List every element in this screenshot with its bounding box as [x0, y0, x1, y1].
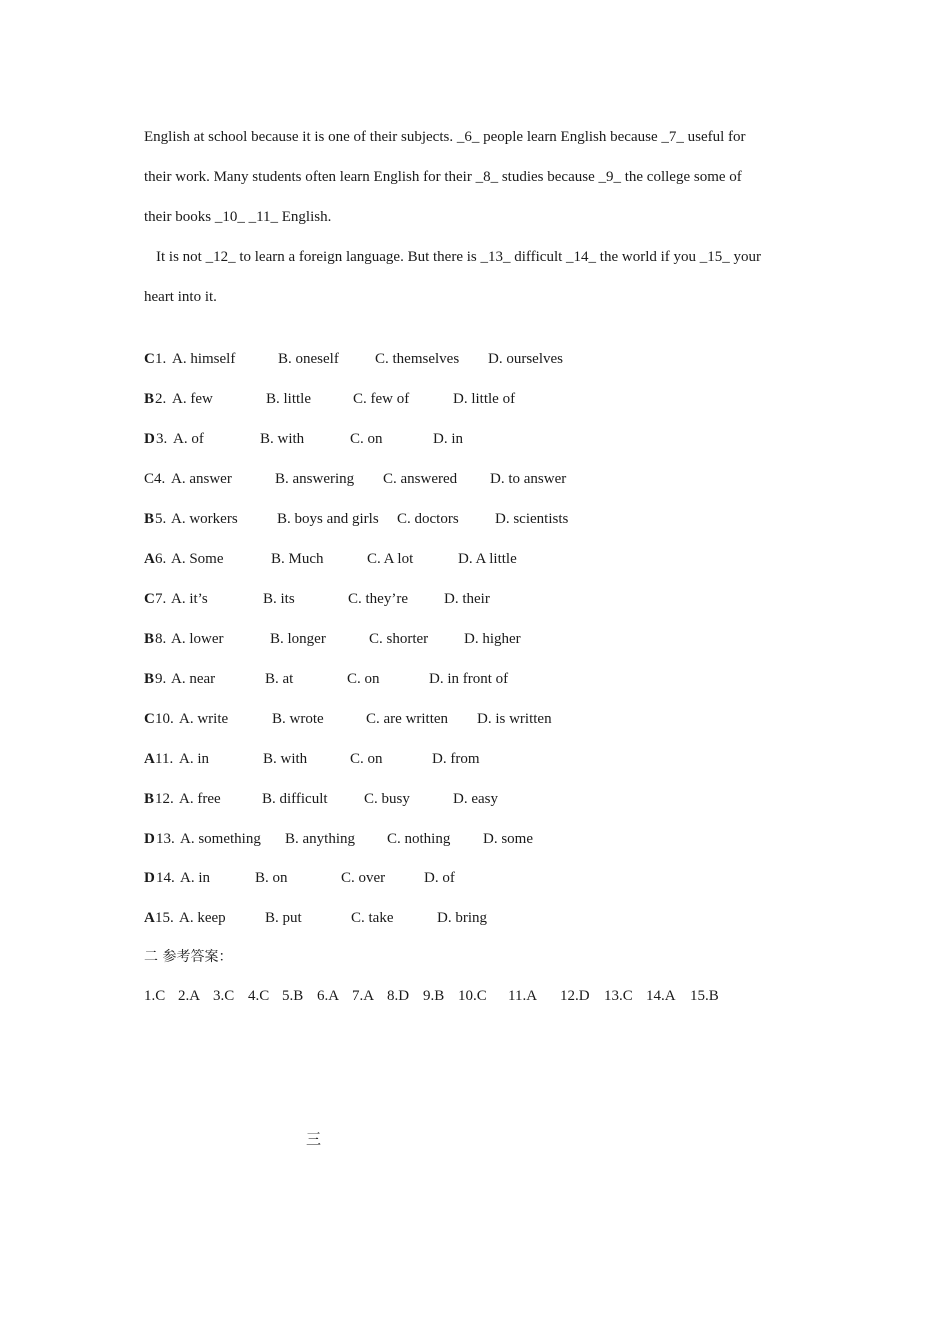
- question-number: 11.: [155, 751, 174, 767]
- option-a: A. keep: [179, 910, 226, 926]
- answer-mark: C: [144, 471, 155, 487]
- question-row: [144, 750, 804, 768]
- option-c: C. busy: [364, 791, 410, 807]
- option-d: D. A little: [458, 551, 517, 567]
- answer-item: 11.A: [508, 988, 538, 1004]
- question-row: [144, 470, 804, 488]
- question-row: [144, 390, 804, 408]
- option-a: A. of: [173, 431, 204, 447]
- option-b: B. oneself: [278, 351, 339, 367]
- answer-item: 7.A: [352, 988, 375, 1004]
- option-d: D. little of: [453, 391, 516, 407]
- question-row: [144, 350, 804, 368]
- question-number: 7.: [155, 591, 167, 607]
- answer-item: 2.A: [178, 988, 201, 1004]
- answer-mark: D: [144, 431, 155, 447]
- answer-item: 5.B: [282, 988, 304, 1004]
- option-a: A. workers: [171, 511, 238, 527]
- option-b: B. difficult: [262, 791, 328, 807]
- answer-mark: B: [144, 511, 155, 527]
- question-number: 14.: [156, 870, 175, 886]
- option-b: B. with: [263, 751, 308, 767]
- question-row: [144, 909, 804, 927]
- question-row: [144, 510, 804, 528]
- answer-mark: D: [144, 870, 155, 886]
- option-c: C. on: [350, 431, 383, 447]
- option-c: C. answered: [383, 471, 458, 487]
- option-a: A. answer: [171, 471, 232, 487]
- option-d: D. to answer: [490, 471, 567, 487]
- answer-mark: B: [144, 391, 155, 407]
- answer-item: 13.C: [604, 988, 633, 1004]
- question-row: [144, 550, 804, 568]
- option-a: A. something: [180, 831, 261, 847]
- option-d: D. is written: [477, 711, 552, 727]
- answer-mark: C: [144, 591, 155, 607]
- option-a: A. himself: [172, 351, 236, 367]
- answer-mark: B: [144, 631, 155, 647]
- answer-item: 15.B: [690, 988, 719, 1004]
- option-a: A. in: [179, 751, 209, 767]
- option-b: B. anything: [285, 831, 355, 847]
- option-b: B. Much: [271, 551, 324, 567]
- answer-mark: D: [144, 831, 155, 847]
- answer-mark: B: [144, 671, 155, 687]
- answer-mark: C: [144, 711, 155, 727]
- option-c: C. are written: [366, 711, 449, 727]
- answer-item: 1.C: [144, 988, 166, 1004]
- question-number: 8.: [155, 631, 167, 647]
- option-d: D. ourselves: [488, 351, 563, 367]
- option-b: B. longer: [270, 631, 326, 647]
- option-d: D. higher: [464, 631, 521, 647]
- question-number: 2.: [155, 391, 167, 407]
- question-row: [144, 630, 804, 648]
- option-b: B. little: [266, 391, 311, 407]
- option-b: B. boys and girls: [277, 511, 379, 527]
- option-b: B. its: [263, 591, 295, 607]
- option-b: B. wrote: [272, 711, 324, 727]
- option-c: C. over: [341, 870, 386, 886]
- question-number: 3.: [156, 431, 168, 447]
- question-number: 5.: [155, 511, 167, 527]
- answer-mark: A: [144, 910, 155, 926]
- option-c: C. on: [350, 751, 383, 767]
- answer-mark: A: [144, 751, 155, 767]
- option-a: A. few: [172, 391, 213, 407]
- option-c: C. A lot: [367, 551, 414, 567]
- answer-item: 3.C: [213, 988, 235, 1004]
- question-row: [144, 710, 804, 728]
- option-a: A. in: [180, 870, 210, 886]
- option-b: B. put: [265, 910, 302, 926]
- option-d: D. bring: [437, 910, 487, 926]
- reference-heading: 二 参考答案：: [144, 949, 233, 965]
- question-row: [144, 430, 804, 448]
- option-d: D. some: [483, 831, 533, 847]
- answer-mark: A: [144, 551, 155, 567]
- reference-answers: [144, 987, 764, 1005]
- question-number: 4.: [154, 471, 166, 487]
- passage-line-4: It is not _12_ to learn a foreign language. But there is _13_ difficult _14_ the world if you _15_ your: [156, 249, 762, 265]
- option-a: A. Some: [171, 551, 224, 567]
- option-b: B. answering: [275, 471, 355, 487]
- option-c: C. take: [351, 910, 394, 926]
- option-d: D. in: [433, 431, 463, 447]
- answer-mark: C: [144, 351, 155, 367]
- answer-item: 8.D: [387, 988, 410, 1004]
- option-a: A. write: [179, 711, 229, 727]
- option-d: D. easy: [453, 791, 498, 807]
- option-b: B. at: [265, 671, 294, 687]
- answer-mark: B: [144, 791, 155, 807]
- question-row: [144, 590, 804, 608]
- option-a: A. lower: [171, 631, 224, 647]
- question-row: [144, 830, 804, 848]
- answer-item: 10.C: [458, 988, 487, 1004]
- answer-item: 4.C: [248, 988, 270, 1004]
- passage-line-5: heart into it.: [144, 289, 217, 305]
- section-mark: 三: [306, 1130, 322, 1148]
- option-c: C. doctors: [397, 511, 459, 527]
- option-c: C. themselves: [375, 351, 460, 367]
- question-number: 9.: [155, 671, 167, 687]
- answer-item: 12.D: [560, 988, 590, 1004]
- option-d: D. in front of: [429, 671, 509, 687]
- question-number: 12.: [155, 791, 174, 807]
- option-b: B. on: [255, 870, 288, 886]
- question-row: [144, 790, 804, 808]
- option-d: D. from: [432, 751, 480, 767]
- question-number: 1.: [155, 351, 167, 367]
- question-number: 15.: [155, 910, 174, 926]
- option-a: A. near: [171, 671, 216, 687]
- passage-line-2: their work. Many students often learn English for their _8_ studies because _9_ the college some of: [144, 169, 742, 185]
- option-a: A. free: [179, 791, 221, 807]
- question-number: 13.: [156, 831, 175, 847]
- answer-item: 9.B: [423, 988, 445, 1004]
- option-c: C. they’re: [348, 591, 408, 607]
- question-row: [144, 670, 804, 688]
- option-d: D. their: [444, 591, 490, 607]
- option-c: C. few of: [353, 391, 410, 407]
- option-c: C. shorter: [369, 631, 429, 647]
- answer-item: 6.A: [317, 988, 340, 1004]
- question-number: 10.: [155, 711, 174, 727]
- option-d: D. of: [424, 870, 455, 886]
- passage-line-1: English at school because it is one of their subjects. _6_ people learn English because _7_ useful for: [144, 129, 746, 145]
- question-row: [144, 869, 804, 887]
- passage-line-3: their books _10_ _11_ English.: [144, 209, 332, 225]
- option-c: C. on: [347, 671, 380, 687]
- option-d: D. scientists: [495, 511, 569, 527]
- option-b: B. with: [260, 431, 305, 447]
- option-c: C. nothing: [387, 831, 451, 847]
- answer-item: 14.A: [646, 988, 676, 1004]
- option-a: A. it’s: [171, 591, 208, 607]
- question-number: 6.: [155, 551, 167, 567]
